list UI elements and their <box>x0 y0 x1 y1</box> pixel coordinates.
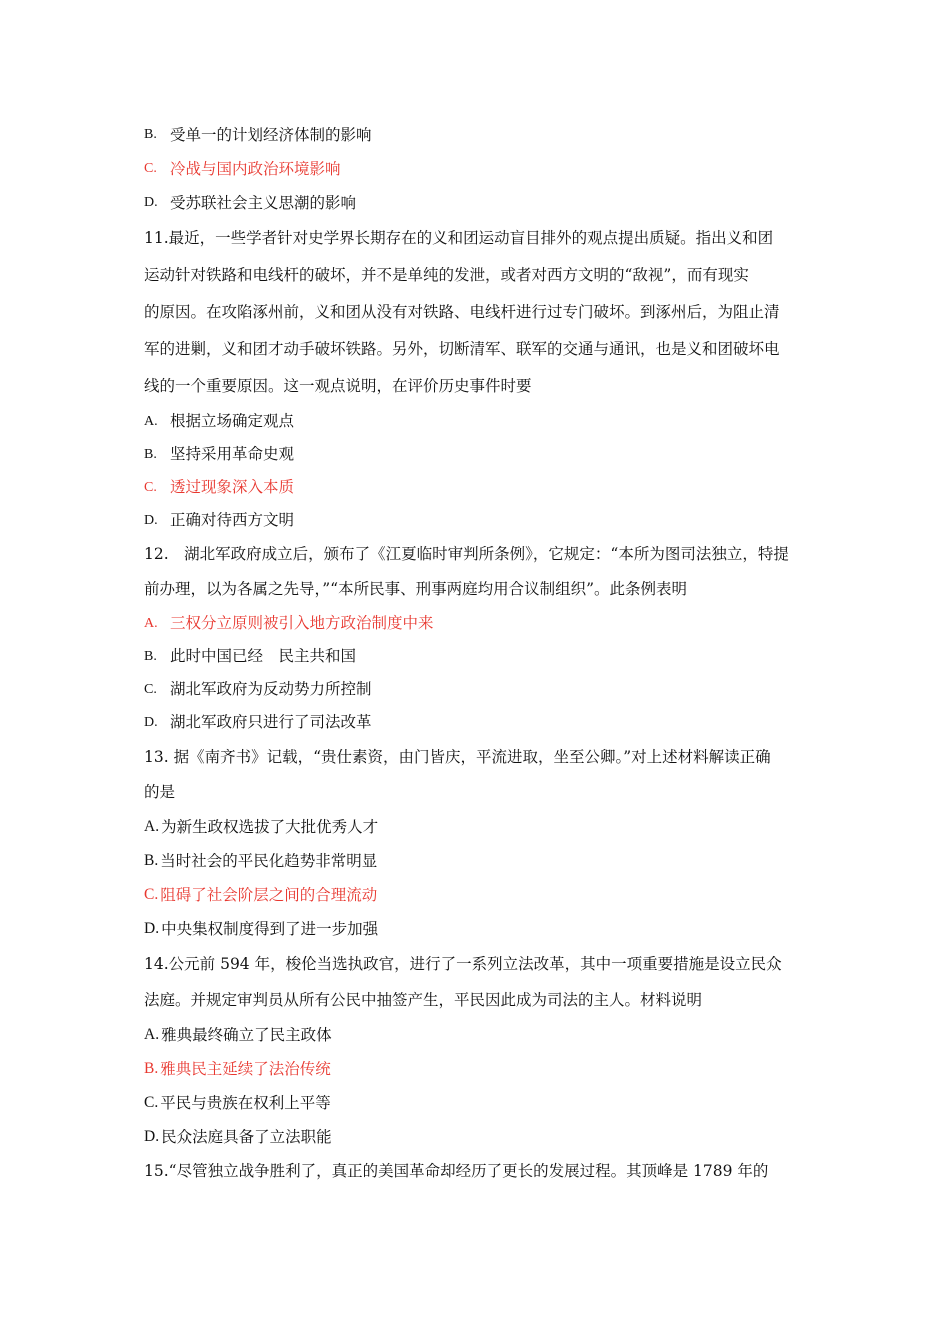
option-label: D. <box>144 195 158 210</box>
q10-option-b <box>144 118 808 152</box>
q11-stem-line: 军的进剿，义和团才动手破坏铁路。另外，切断清军、联军的交通与通讯，也是义和团破坏电 <box>144 340 780 358</box>
q13-stem-line: 的是 <box>144 783 176 801</box>
option-text: 正确对待西方文明 <box>170 511 295 529</box>
q13-option-a <box>144 810 808 844</box>
question-12 <box>144 537 808 739</box>
q10-option-d <box>144 186 808 220</box>
option-label: C. <box>144 480 157 495</box>
option-text: 此时中国已经 民主共和国 <box>170 647 357 665</box>
q11-option-b <box>144 438 808 471</box>
q11-option-a <box>144 405 808 438</box>
option-text: 阻碍了社会阶层之间的合理流动 <box>160 886 378 904</box>
q11-stem-line: 的原因。在攻陷涿州前，义和团从没有对铁路、电线杆进行过专门破坏。到涿州后，为阻止清 <box>144 303 780 321</box>
q14-option-d <box>144 1120 808 1154</box>
q12-option-c <box>144 673 808 706</box>
option-label: A. <box>144 414 158 429</box>
option-label: B. <box>144 447 157 462</box>
option-label: A. <box>144 616 158 631</box>
q14-option-a <box>144 1018 808 1052</box>
q12-stem-line: 12. 湖北军政府成立后，颁布了《江夏临时审判所条例》，它规定：“本所为图司法独立，特提 <box>144 545 789 563</box>
option-label: B. <box>144 852 159 869</box>
option-label: C. <box>144 682 157 697</box>
q14-stem-line: 14.公元前 594 年，梭伦当选执政官，进行了一系列立法改革，其中一项重要措施是设立民众 <box>144 955 782 973</box>
option-label: B. <box>144 127 157 142</box>
q15-stem-line: 15.“尽管独立战争胜利了，真正的美国革命却经历了更长的发展过程。其顶峰是 1789 年的 <box>144 1162 769 1180</box>
question-11 <box>144 220 808 537</box>
option-label: A. <box>144 1026 160 1043</box>
option-text: 中央集权制度得到了进一步加强 <box>161 920 379 938</box>
q13-option-b <box>144 844 808 878</box>
option-label: D. <box>144 1128 160 1145</box>
option-text: 雅典最终确立了民主政体 <box>161 1026 332 1044</box>
q13-stem-line: 13. 据《南齐书》记载，“贵仕素资，由门皆庆，平流进取，坐至公卿。”对上述材料解读正确 <box>144 748 771 766</box>
option-text: 根据立场确定观点 <box>170 412 295 430</box>
option-text: 受单一的计划经济体制的影响 <box>170 126 372 144</box>
q13-option-d <box>144 912 808 946</box>
question-13 <box>144 739 808 946</box>
option-text: 当时社会的平民化趋势非常明显 <box>160 852 378 870</box>
option-label: D. <box>144 920 160 937</box>
q12-option-a-correct <box>144 607 808 640</box>
q14-stem-line: 法庭。并规定审判员从所有公民中抽签产生，平民因此成为司法的主人。材料说明 <box>144 991 703 1009</box>
option-text: 坚持采用革命史观 <box>170 445 295 463</box>
q14-option-b-correct <box>144 1052 808 1086</box>
option-text: 三权分立原则被引入地方政治制度中来 <box>170 614 434 632</box>
q12-option-b <box>144 640 808 673</box>
option-label: B. <box>144 649 157 664</box>
q10-option-c-correct <box>144 152 808 186</box>
option-text: 透过现象深入本质 <box>170 478 295 496</box>
option-label: B. <box>144 1060 159 1077</box>
option-label: C. <box>144 886 159 903</box>
question-15 <box>144 1154 808 1188</box>
question-14 <box>144 946 808 1154</box>
option-text: 为新生政权选拔了大批优秀人才 <box>161 818 379 836</box>
q11-stem-line: 线的一个重要原因。这一观点说明，在评价历史事件时要 <box>144 377 532 395</box>
option-text: 受苏联社会主义思潮的影响 <box>170 194 357 212</box>
q11-option-d <box>144 504 808 537</box>
q13-option-c-correct <box>144 878 808 912</box>
option-label: A. <box>144 818 160 835</box>
exam-content <box>144 118 808 1188</box>
q12-stem-line: 前办理，以为各属之先导，”“本所民事、刑事两庭均用合议制组织”。此条例表明 <box>144 580 688 598</box>
option-label: D. <box>144 513 158 528</box>
option-text: 雅典民主延续了法治传统 <box>160 1060 331 1078</box>
option-label: D. <box>144 715 158 730</box>
option-label: C. <box>144 161 157 176</box>
option-text: 湖北军政府只进行了司法改革 <box>170 713 372 731</box>
q11-stem-line: 运动针对铁路和电线杆的破坏，并不是单纯的发泄，或者对西方文明的“敌视”，而有现实 <box>144 266 749 284</box>
option-text: 民众法庭具备了立法职能 <box>161 1128 332 1146</box>
q14-option-c <box>144 1086 808 1120</box>
option-label: C. <box>144 1094 159 1111</box>
q12-option-d <box>144 706 808 739</box>
q11-option-c-correct <box>144 471 808 504</box>
q11-stem-line: 11.最近，一些学者针对史学界长期存在的义和团运动盲目排外的观点提出质疑。指出义和团 <box>144 229 774 247</box>
option-text: 平民与贵族在权利上平等 <box>160 1094 331 1112</box>
option-text: 冷战与国内政治环境影响 <box>170 160 341 178</box>
option-text: 湖北军政府为反动势力所控制 <box>170 680 372 698</box>
